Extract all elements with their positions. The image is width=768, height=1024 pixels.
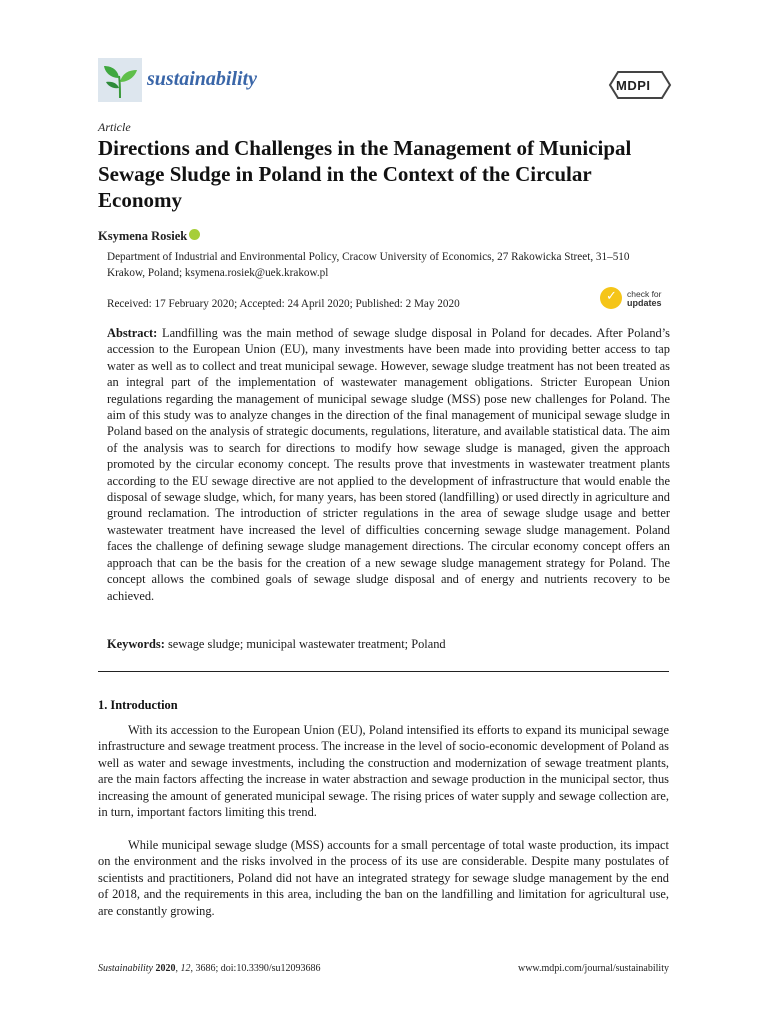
check-updates-line1: check for <box>627 289 662 299</box>
checkmark-icon: ✓ <box>606 289 617 304</box>
article-type: Article <box>98 120 131 134</box>
introduction-paragraph-2: While municipal sewage sludge (MSS) accounts for a small percentage of total waste production, its impact on the environment and the risks involved in the process of its use are considerable. Despite many postulates of scientists and practitioners, Poland did not have an integrated strategy for sewage sludge management by the end of 2018, and the requirements in this area, including the ban on the landfilling and limitation for agricultural use, are constantly growing. <box>98 838 669 918</box>
footer-year: 2020 <box>155 963 176 974</box>
footer-citation: Sustainability 2020, 12, 3686; doi:10.3390/su12093686 <box>98 963 321 974</box>
keywords-text: sewage sludge; municipal wastewater treatment; Poland <box>167 637 446 651</box>
author-name: Ksymena Rosiek <box>98 229 188 243</box>
orcid-icon[interactable] <box>189 229 200 240</box>
abstract <box>107 325 670 604</box>
footer-doi: , 3686; doi:10.3390/su12093686 <box>190 963 321 974</box>
author-affiliation: Department of Industrial and Environmental Policy, Cracow University of Economics, 27 Rakowicka Street, 31–510 Krakow, Poland; ksymena.rosiek@uek.krakow.pl <box>107 251 630 279</box>
keywords-label: Keywords: <box>107 637 165 651</box>
keywords <box>107 637 670 652</box>
section-divider <box>98 671 669 672</box>
abstract-text: Landfilling was the main method of sewage sludge disposal in Poland for decades. After Poland’s accession to the European Union (EU), many investments have been made into providing better access to tap water as well as to collect and treat municipal sewage. However, sewage sludge treatment has not been treated as an integral part of the implementation of wastewater management obligations. Stricter European Union regulations regarding the management of municipal sewage sludge (MSS) pose new challenges for Poland. The aim of this study was to analyze changes in the direction of the final management of municipal sewage sludge in Poland based on the analysis of strategic documents, regulations, literature, and available statistical data. The aim of the analysis was to search for directions to modify how sewage sludge is managed, given the approach promoted by the circular economy concept. The results prove that investments in wastewater treatment plants according to the EU sewage directive are not applied to the development of infrastructure that would enable the disposal of sewage sludge, which, for many years, has been stored (landfilling) or used directly in agriculture and ground reclamation. The introduction of stricter regulations in the area of sewage sludge usage and better wastewater treatment have increased the level of difficulties concerning sewage sludge management. Poland faces the challenge of defining sewage sludge management directions. The circular economy concept offers an approach that can be the basis for the creation of a new sewage sludge management strategy for Poland. The concept allows the combined goals of sewage sludge disposal and of energy and nutrients recovery to be achieved. <box>107 326 670 603</box>
footer-journal-url[interactable]: www.mdpi.com/journal/sustainability <box>517 963 669 974</box>
publication-dates: Received: 17 February 2020; Accepted: 24 April 2020; Published: 2 May 2020 <box>107 298 460 310</box>
check-for-updates-button[interactable] <box>600 287 672 317</box>
section-heading-introduction: 1. Introduction <box>98 698 178 712</box>
abstract-label: Abstract: <box>107 326 158 340</box>
check-updates-line2: updates <box>627 298 662 308</box>
footer-journal: Sustainability <box>98 963 153 974</box>
mdpi-logo-text: MDPI <box>616 78 651 93</box>
paper-title: Directions and Challenges in the Management of Municipal Sewage Sludge in Poland in the Context of the Circular Economy <box>98 136 632 212</box>
journal-leaf-logo-icon <box>98 58 142 102</box>
introduction-paragraph-1: With its accession to the European Union (EU), Poland intensified its efforts to expand its municipal sewage infrastructure and sewage treatment process. The increase in the level of socio-economic development of Poland as well as water and sewage investments, including the construction and modernization of sewage treatment plants, are the main factors affecting the increase in water abstraction and sewage production in the municipal sector, thus increasing the amount of generated municipal sewage. The rising prices of water supply and sewage collection are, in turn, important factors limiting this trend. <box>98 723 669 820</box>
journal-name: sustainability <box>147 68 258 90</box>
author-line <box>98 229 200 244</box>
footer-volume: 12 <box>180 963 191 974</box>
